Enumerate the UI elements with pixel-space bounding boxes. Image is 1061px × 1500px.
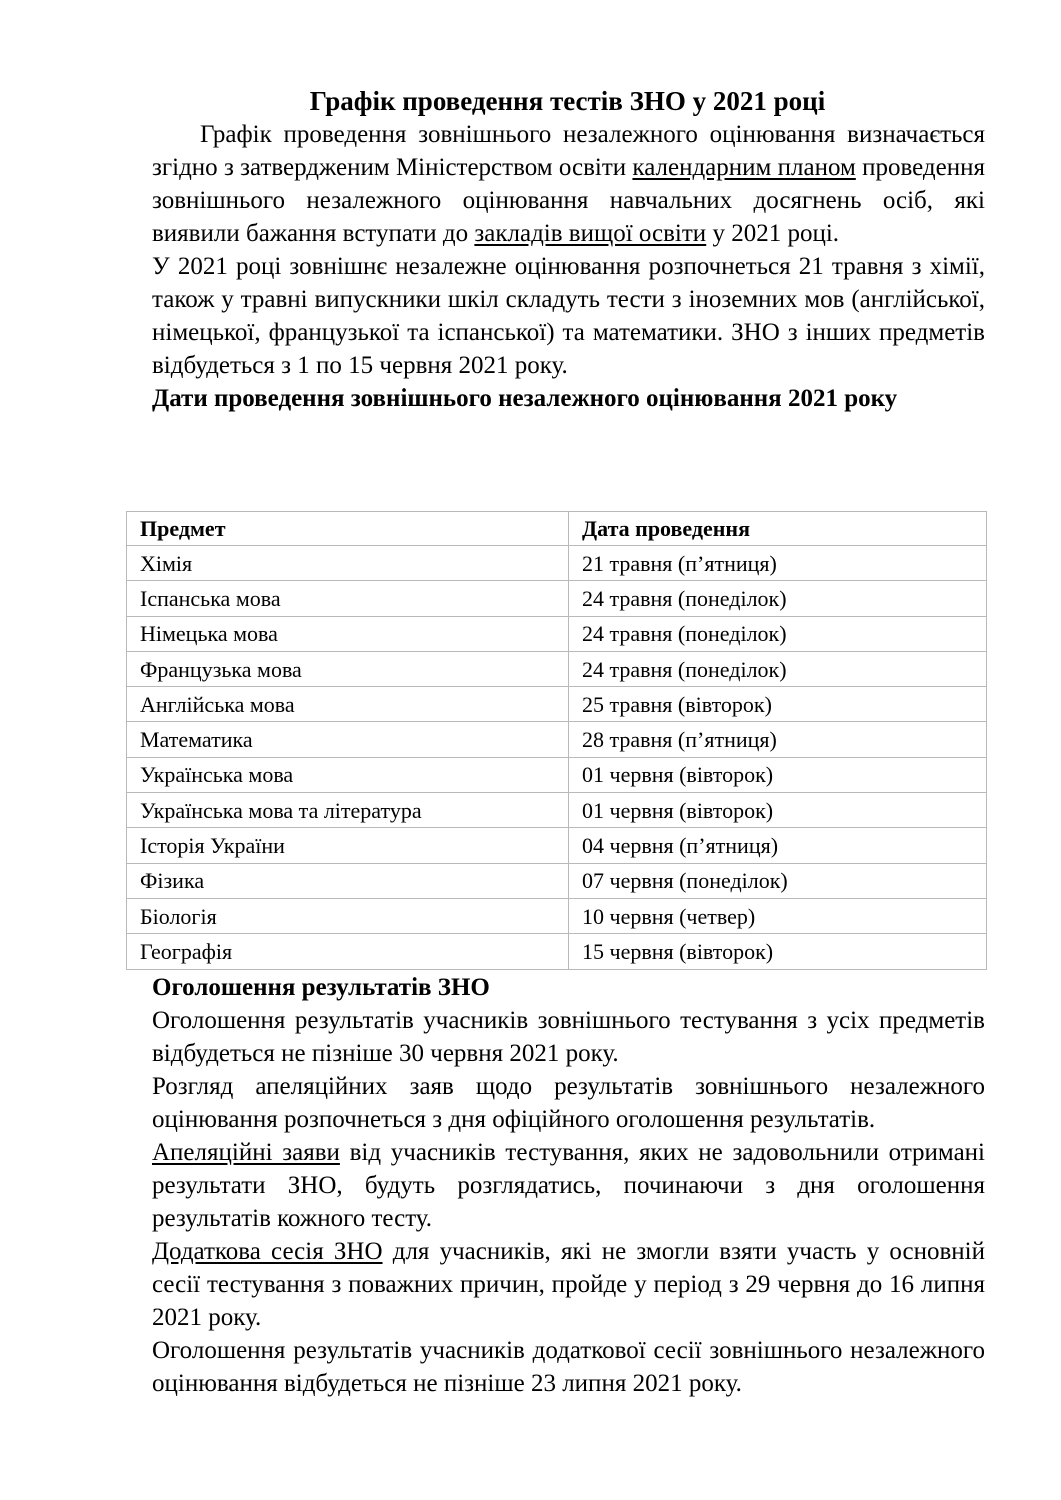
calendar-plan-link[interactable]: календарним планом (632, 154, 856, 181)
subject-cell: Українська мова (127, 757, 569, 792)
results-paragraph-1: Оголошення результатів учасників зовнішнього тестування з усіх предметів відбудеться не пізніше 30 червня 2021 року. (152, 1007, 985, 1067)
results-paragraph-5: Оголошення результатів учасників додаткової сесії зовнішнього незалежного оцінювання відбудеться не пізніше 23 липня 2021 року. (152, 1337, 985, 1397)
table-row (127, 793, 987, 828)
table-row (127, 722, 987, 757)
date-cell: 24 травня (понеділок) (569, 616, 987, 651)
date-cell: 01 червня (вівторок) (569, 757, 987, 792)
date-cell: 07 червня (понеділок) (569, 863, 987, 898)
results-paragraph-4 (152, 1235, 985, 1334)
intro-text-2: проведення зовнішнього незалежного оцінювання навчальних досягнень осіб, які виявили бажання вступати до (152, 154, 985, 247)
results-paragraph-2: Розгляд апеляційних заяв щодо результатів зовнішнього незалежного оцінювання розпочнеться з дня офіційного оголошення результатів. (152, 1073, 985, 1133)
table-row (127, 828, 987, 863)
table-row (127, 687, 987, 722)
date-cell: 24 травня (понеділок) (569, 581, 987, 616)
results-section (152, 971, 985, 1400)
date-cell: 25 травня (вівторок) (569, 687, 987, 722)
table-row (127, 581, 987, 616)
table-row (127, 898, 987, 933)
appeals-link[interactable]: Апеляційні заяви (152, 1139, 340, 1166)
table-row (127, 863, 987, 898)
date-cell: 21 травня (п’ятниця) (569, 546, 987, 581)
date-cell: 04 червня (п’ятниця) (569, 828, 987, 863)
table-body (127, 546, 987, 970)
subject-cell: Географія (127, 934, 569, 969)
higher-education-link[interactable]: закладів вищої освіти (474, 220, 707, 247)
intro-section (152, 118, 985, 415)
date-cell: 15 червня (вівторок) (569, 934, 987, 969)
page-title: Графік проведення тестів ЗНО у 2021 році (309, 86, 826, 116)
date-cell: 01 червня (вівторок) (569, 793, 987, 828)
subject-cell: Біологія (127, 898, 569, 933)
subject-cell: Хімія (127, 546, 569, 581)
intro-text-1: Графік проведення зовнішнього незалежного оцінювання визначається згідно з затвердженим Міністерством освіти (152, 121, 985, 181)
column-header-subject: Предмет (127, 512, 569, 546)
subject-cell: Фізика (127, 863, 569, 898)
table-row (127, 757, 987, 792)
date-cell: 24 травня (понеділок) (569, 651, 987, 686)
dates-heading: Дати проведення зовнішнього незалежного оцінювання 2021 року (152, 385, 898, 412)
additional-session-link[interactable]: Додаткова сесія ЗНО (152, 1238, 383, 1265)
table-row (127, 616, 987, 651)
intro-paragraph-2: У 2021 році зовнішнє незалежне оцінювання розпочнеться 21 травня з хімії, також у травні випускники шкіл складуть тести з іноземних мов (англійської, німецької, французької та іспанської) та математики. ЗНО з інших предметів відбудеться з 1 по 15 червня 2021 року. (152, 253, 985, 379)
results-text-3: від учасників тестування, яких не задовольнили отримані результати ЗНО, будуть розглядатись, починаючи з дня оголошення результатів кожного тесту. (152, 1139, 986, 1232)
exam-dates-table (126, 511, 987, 970)
results-heading: Оголошення результатів ЗНО (152, 974, 490, 1001)
table-row (127, 546, 987, 581)
subject-cell: Іспанська мова (127, 581, 569, 616)
date-cell: 10 червня (четвер) (569, 898, 987, 933)
date-cell: 28 травня (п’ятниця) (569, 722, 987, 757)
subject-cell: Українська мова та література (127, 793, 569, 828)
subject-cell: Англійська мова (127, 687, 569, 722)
results-text-4: для учасників, які не змогли взяти участь у основній сесії тестування з поважних причин, пройде у період з 29 червня до 16 липня 2021 року. (152, 1238, 985, 1331)
subject-cell: Німецька мова (127, 616, 569, 651)
column-header-date: Дата проведення (569, 512, 987, 546)
subject-cell: Математика (127, 722, 569, 757)
subject-cell: Історія України (127, 828, 569, 863)
subject-cell: Французька мова (127, 651, 569, 686)
results-paragraph-3 (152, 1136, 985, 1235)
table-row (127, 934, 987, 969)
intro-text-3: у 2021 році. (706, 220, 840, 247)
intro-paragraph-1 (152, 118, 985, 250)
table-header-row (127, 512, 987, 546)
table-row (127, 651, 987, 686)
